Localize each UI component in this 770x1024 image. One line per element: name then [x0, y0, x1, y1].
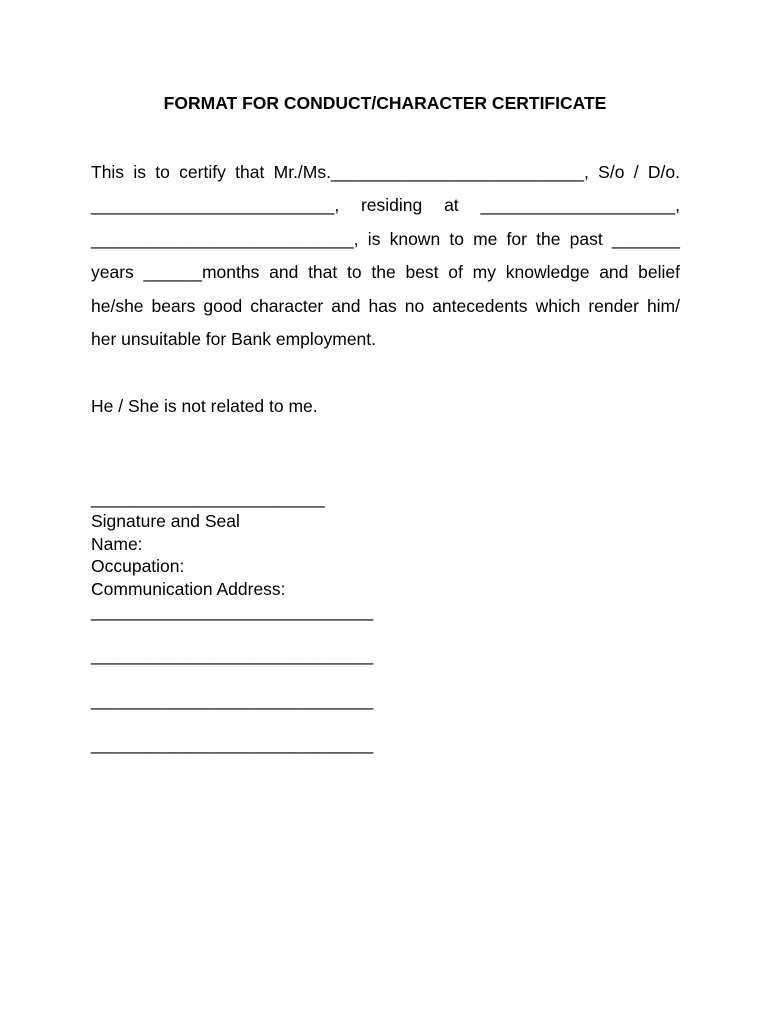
paragraph-line: _________________________, residing at ____________________, [91, 195, 680, 216]
address-line: _____________________________ [91, 601, 374, 621]
certificate-paragraph [91, 156, 680, 356]
signature-block [91, 488, 325, 600]
document-title: FORMAT FOR CONDUCT/CHARACTER CERTIFICATE [163, 93, 607, 113]
signature-line: ________________________ [91, 488, 325, 508]
paragraph-line: years ______months and that to the best of my knowledge and belief [91, 262, 680, 283]
signature-label: Signature and Seal [91, 511, 240, 531]
address-label: Communication Address: [91, 578, 286, 599]
address-line: _____________________________ [91, 734, 374, 754]
occupation-label: Occupation: [91, 556, 185, 577]
not-related-statement: He / She is not related to me. [91, 396, 318, 416]
paragraph-line: her unsuitable for Bank employment. [91, 328, 377, 349]
address-line: _____________________________ [91, 690, 374, 710]
name-label: Name: [91, 533, 143, 554]
paragraph-line: This is to certify that Mr./Ms.__________________________, S/o / D/o. [91, 162, 680, 182]
paragraph-line: he/she bears good character and has no antecedents which render him/ [91, 295, 680, 316]
address-line: _____________________________ [91, 645, 374, 665]
paragraph-line: ___________________________, is known to me for the past _______ [91, 228, 680, 249]
